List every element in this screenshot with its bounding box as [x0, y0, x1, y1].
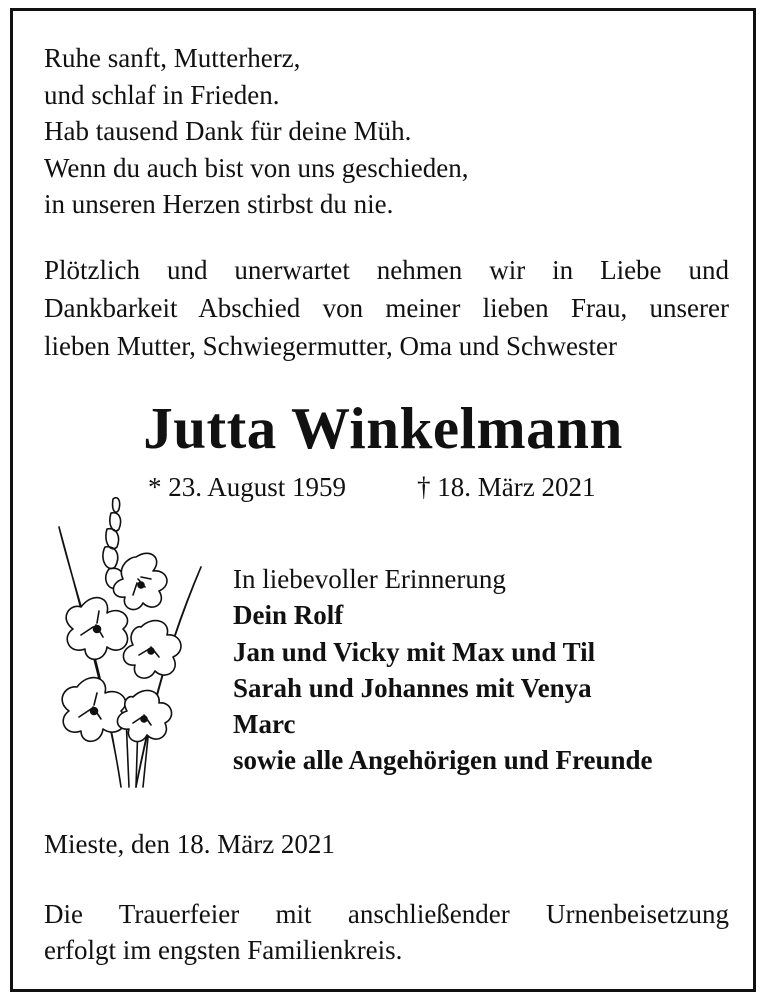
- death-date: † 18. März 2021: [417, 472, 596, 502]
- poem-line: und schlaf in Frieden.: [44, 79, 280, 110]
- birth-date: * 23. August 1959: [148, 472, 347, 502]
- announcement-text: [44, 251, 729, 365]
- announcement-line: lieben Mutter, Schwiegermutter, Oma und Schwester: [44, 331, 617, 361]
- mourners: [233, 561, 733, 779]
- gladiolus-flower-icon: [41, 487, 211, 807]
- announcement-line: Plötzlich und unerwartet nehmen wir in Liebe und: [44, 255, 729, 285]
- mourner-name: Sarah und Johannes mit Venya: [233, 672, 592, 703]
- mourner-name: Dein Rolf: [233, 600, 344, 631]
- life-dates: [148, 469, 628, 505]
- mourner-name: Jan und Vicky mit Max und Til: [233, 636, 596, 667]
- funeral-notice: [44, 896, 729, 968]
- poem-line: in unseren Herzen stirbst du nie.: [44, 189, 394, 219]
- deceased-name: Jutta Winkelmann: [143, 395, 623, 461]
- mourner-name: Marc: [233, 709, 296, 740]
- poem: [44, 40, 734, 223]
- funeral-line: Die Trauerfeier mit anschließender Urnenbeisetzung: [44, 899, 729, 929]
- mourner-name: sowie alle Angehörigen und Freunde: [233, 745, 653, 776]
- place-and-date: Mieste, den 18. März 2021: [44, 829, 335, 859]
- mourners-intro: In liebevoller Erinnerung: [233, 564, 506, 594]
- poem-line: Hab tausend Dank für deine Müh.: [44, 116, 412, 146]
- poem-line: Ruhe sanft, Mutterherz,: [44, 43, 301, 73]
- funeral-line: erfolgt im engsten Familienkreis.: [44, 935, 403, 965]
- announcement-line: Dankbarkeit Abschied von meiner lieben Frau, unserer: [44, 293, 729, 323]
- obituary-frame: [10, 8, 756, 992]
- poem-line: Wenn du auch bist von uns geschieden,: [44, 152, 469, 183]
